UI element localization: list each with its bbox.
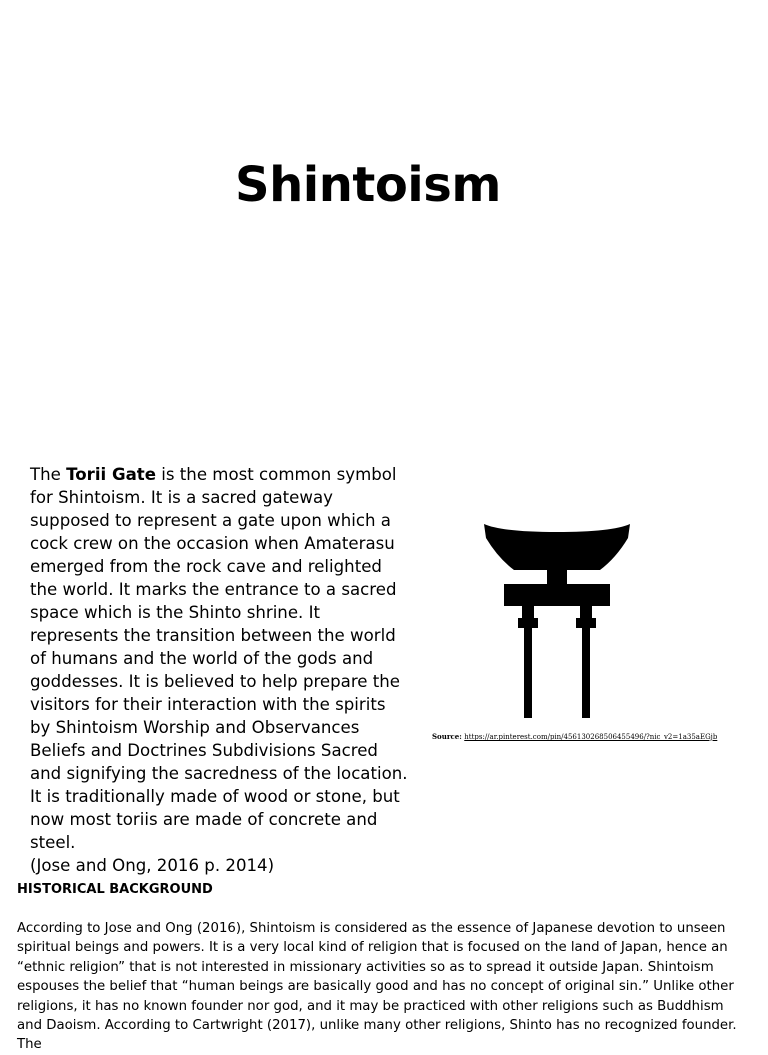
torii-intro-prefix: The (30, 465, 67, 484)
torii-gate-icon (482, 518, 632, 724)
torii-citation: (Jose and Ong, 2016 p. 2014) (30, 856, 275, 875)
torii-description (30, 463, 408, 877)
page-title: Shintoism (235, 157, 501, 213)
source-link[interactable]: https://ar.pinterest.com/pin/456130268506455496/?nic_v2=1a35aEGjb (464, 733, 718, 741)
historical-background-heading: HISTORICAL BACKGROUND (17, 882, 213, 897)
image-source-caption (432, 732, 717, 742)
torii-paragraph (30, 463, 408, 854)
historical-paragraph: According to Jose and Ong (2016), Shintoism is considered as the essence of Japanese devotion to unseen spiritual beings and powers. It is a very local kind of religion that is focused on the land of Japan, hence an “ethnic religion” that is not interested in missionary activities so as to spread it outside Japan. Shintoism espouses the belief that “human beings are basically good and has no concept of original sin.” Unlike other religions, it has no known founder nor god, and it may be practiced with other religions such as Buddhism and Daoism. According to Cartwright (2017), unlike many other religions, Shinto has no recognized founder. The (17, 921, 737, 1053)
torii-gate-term: Torii Gate (66, 465, 156, 484)
torii-intro-rest: is the most common symbol for Shintoism. It is a sacred gateway supposed to represent a gate upon which a cock crew on the occasion when Amaterasu emerged from the rock cave and relighted the world. It marks the entrance to a sacred space which is the Shinto shrine. It represents the transition between the world of humans and the world of the gods and goddesses. It is believed to help prepare the visitors for their interaction with the spirits by Shintoism Worship and Observances Beliefs and Doctrines Subdivisions Sacred and signifying the sacredness of the location. It is traditionally made of wood or stone, but now most toriis are made of concrete and steel. (30, 465, 408, 852)
source-label: Source: (432, 732, 465, 741)
historical-background-body (17, 919, 751, 1055)
